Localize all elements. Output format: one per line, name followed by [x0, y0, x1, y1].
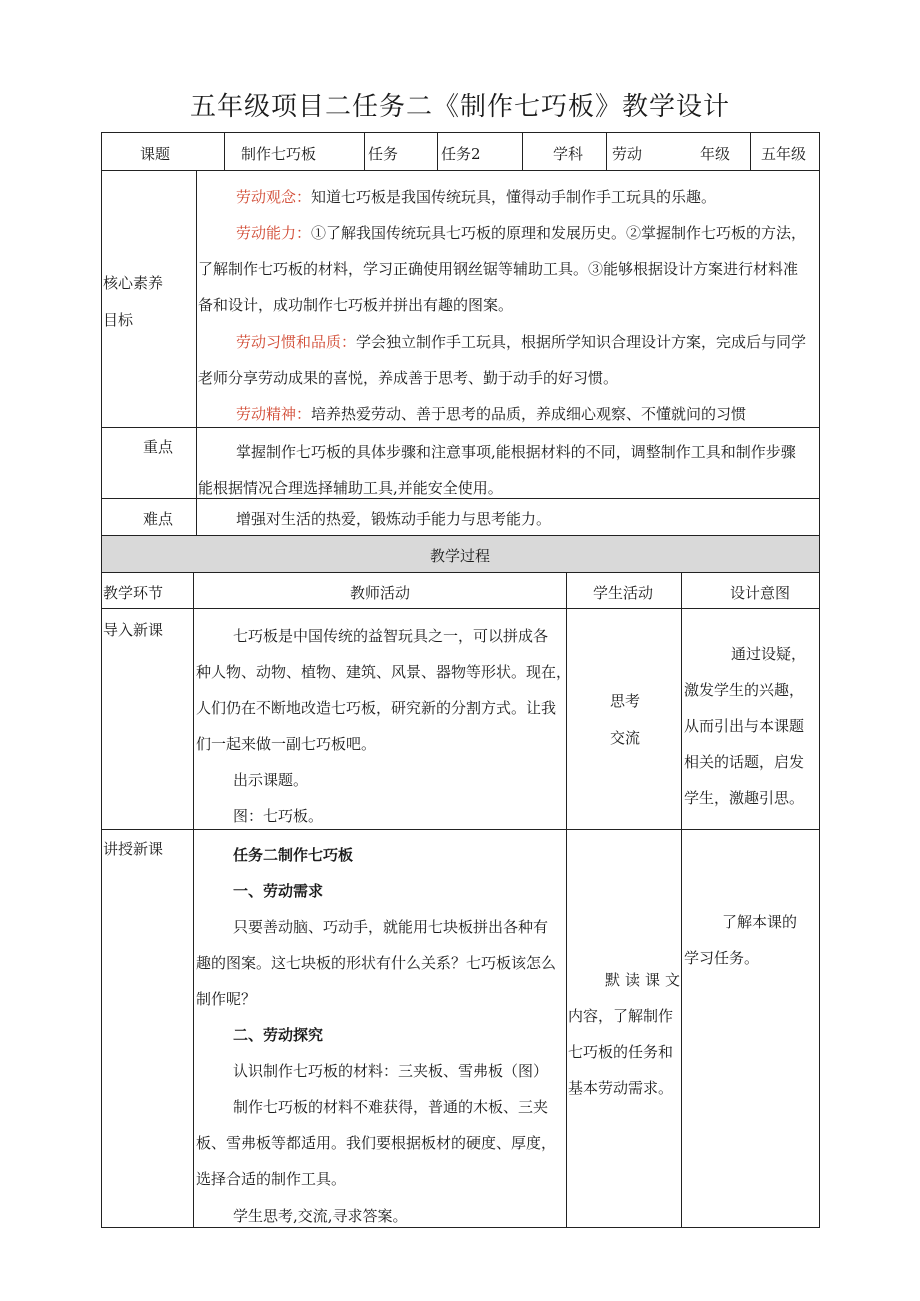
lecture-explore-line2: 制作七巧板的材料不难获得，普通的木板、三夹: [233, 1098, 549, 1116]
table-border-right: [819, 132, 820, 1228]
intro-intent-line3: 从而引出与本课题: [684, 717, 805, 735]
labor-idea: [236, 186, 716, 207]
lecture-student-line1: 默读课文: [605, 971, 686, 989]
key-line2: 能根据情况合理选择辅助工具,并能安全使用。: [198, 479, 503, 497]
col-divider: [522, 132, 523, 171]
grade-label: 年级: [700, 145, 731, 163]
lecture-explore-title: 二、劳动探究: [233, 1026, 324, 1044]
grade-value: 五年级: [761, 145, 807, 163]
intro-teacher-line2: 种人物、动物、植物、建筑、风景、器物等形状。现在，: [196, 663, 572, 681]
lecture-student-line4: 基本劳动需求。: [568, 1079, 674, 1097]
col-divider: [196, 170, 197, 536]
page-title: 五年级项目二任务二《制作七巧板》教学设计: [189, 92, 730, 122]
lecture-task-title: 任务二制作七巧板: [233, 846, 354, 864]
row-divider: [101, 535, 820, 536]
lecture-stage: 讲授新课: [103, 840, 164, 858]
labor-ability-label: 劳动能力：: [236, 224, 312, 242]
intro-stage: 导入新课: [103, 621, 164, 639]
row-divider: [101, 427, 820, 428]
labor-ability-line1: [236, 222, 806, 243]
intro-teacher-line3: 人们仍在不断地改造七巧板，研究新的分割方式。让我: [196, 699, 557, 717]
labor-ability-line3: 备和设计，成功制作七巧板并拼出有趣的图案。: [198, 296, 514, 314]
lecture-explore-line4: 选择合适的制作工具。: [196, 1170, 347, 1188]
col-divider: [437, 132, 438, 171]
intro-intent-line4: 相关的话题，启发: [684, 753, 805, 771]
difficulty-text: 增强对生活的热爱，锻炼动手能力与思考能力。: [236, 510, 552, 528]
lecture-need-line1: 只要善动脑、巧动手，就能用七块板拼出各种有: [233, 918, 549, 936]
lecture-intent-line2: 学习任务。: [684, 949, 760, 967]
lecture-explore-line1: 认识制作七巧板的材料：三夹板、雪弗板（图）: [233, 1062, 549, 1080]
col-divider: [364, 132, 365, 171]
labor-ability-text1: ①了解我国传统玩具七巧板的原理和发展历史。②掌握制作七巧板的方法，: [311, 224, 807, 242]
intro-teacher-line1: 七巧板是中国传统的益智玩具之一，可以拼成各: [233, 627, 549, 645]
intro-intent-line1: 通过设疑，: [731, 645, 807, 663]
col-teacher-header: 教师活动: [350, 584, 411, 602]
lecture-need-line3: 制作呢？: [196, 990, 257, 1008]
row-divider: [101, 608, 820, 609]
topic-label: 课题: [140, 145, 171, 163]
key-line1: 掌握制作七巧板的具体步骤和注意事项,能根据材料的不同，调整制作工具和制作步骤: [236, 443, 796, 461]
intro-intent-line5: 学生，激趣引思。: [684, 789, 805, 807]
lecture-intent-line1: 了解本课的: [722, 913, 798, 931]
table-border-bottom: [101, 1227, 820, 1228]
intro-teacher-line6: 图：七巧板。: [233, 807, 324, 825]
intro-intent-line2: 激发学生的兴趣，: [684, 681, 805, 699]
col-divider: [750, 132, 751, 171]
intro-student-line1: 思考: [610, 692, 641, 710]
lecture-student-line3: 七巧板的任务和: [568, 1043, 674, 1061]
labor-spirit: [236, 403, 746, 424]
labor-ability-line2: 了解制作七巧板的材料，学习正确使用钢丝锯等辅助工具。③能够根据设计方案进行材料准: [198, 260, 799, 278]
row-divider: [101, 572, 820, 573]
task-value: 任务2: [441, 145, 481, 163]
task-label: 任务: [368, 145, 399, 163]
topic-value: 制作七巧板: [241, 145, 317, 163]
lecture-need-title: 一、劳动需求: [233, 882, 324, 900]
intro-teacher-line4: 们一起来做一副七巧板吧。: [196, 735, 377, 753]
table-border-left: [101, 132, 102, 1228]
lecture-need-line2: 趣的图案。这七块板的形状有什么关系？七巧板该怎么: [196, 954, 557, 972]
row-divider: [101, 170, 820, 171]
col-divider: [193, 572, 194, 1228]
col-stage-header: 教学环节: [103, 584, 164, 602]
core-label-line1: 核心素养: [103, 274, 164, 292]
lecture-explore-line3: 板、雪弗板等都适用。我们要根据板材的硬度、厚度，: [196, 1134, 557, 1152]
intro-student-line2: 交流: [610, 729, 641, 747]
col-student-header: 学生活动: [593, 584, 654, 602]
key-label: 重点: [143, 438, 174, 456]
lecture-student-line2: 内容，了解制作: [568, 1007, 674, 1025]
process-heading: 教学过程: [430, 547, 491, 565]
difficulty-label: 难点: [143, 510, 174, 528]
intro-teacher-line5: 出示课题。: [233, 771, 309, 789]
subject-label: 学科: [553, 145, 584, 163]
lecture-explore-line5: 学生思考,交流,寻求答案。: [233, 1207, 408, 1225]
core-label-line2: 目标: [103, 311, 134, 329]
labor-habit-line2: 老师分享劳动成果的喜悦，养成善于思考、勤于动手的好习惯。: [198, 369, 619, 387]
col-intent-header: 设计意图: [730, 584, 791, 602]
row-divider: [101, 829, 820, 830]
subject-value: 劳动: [612, 145, 643, 163]
col-divider: [681, 572, 682, 1228]
labor-spirit-label: 劳动精神：: [236, 405, 312, 423]
labor-habit-text1: 学会独立制作手工玩具，根据所学知识合理设计方案，完成后与同学: [356, 333, 807, 351]
table-border-top: [101, 132, 820, 133]
labor-spirit-text: 培养热爱劳动、善于思考的品质，养成细心观察、不懂就问的习惯: [311, 405, 747, 423]
labor-habit-line1: [236, 331, 806, 352]
labor-habit-label: 劳动习惯和品质：: [236, 333, 357, 351]
labor-idea-text: 知道七巧板是我国传统玩具，懂得动手制作手工玩具的乐趣。: [311, 188, 717, 206]
labor-idea-label: 劳动观念：: [236, 188, 312, 206]
col-divider: [606, 132, 607, 171]
row-divider: [101, 498, 820, 499]
col-divider: [224, 132, 225, 171]
